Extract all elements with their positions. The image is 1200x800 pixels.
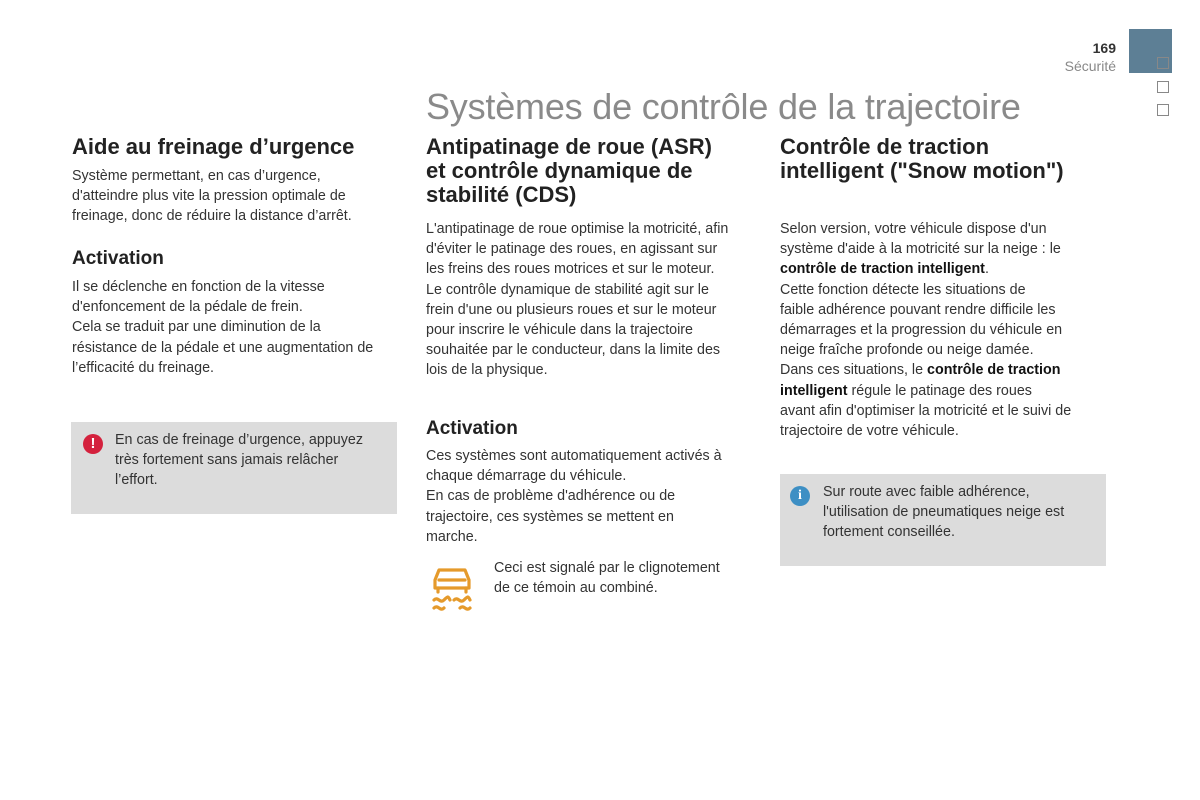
text-line: résistance de la pédale et une augmentation de [72, 339, 374, 356]
heading-activation-1: Activation [72, 248, 164, 269]
heading-line: intelligent ("Snow motion") [780, 158, 1064, 183]
heading-line: Antipatinage de roue (ASR) [426, 134, 713, 159]
text-line: d'enfoncement de la pédale de frein. [72, 299, 303, 316]
text-line: freinage, donc de réduire la distance d’arrêt. [72, 208, 352, 225]
text-line: L'antipatinage de roue optimise la motricité, afin [426, 221, 729, 237]
text-line: Ces systèmes sont automatiquement activés à [426, 448, 722, 464]
emergency-braking-intro [72, 166, 352, 227]
indicator-text [494, 558, 720, 598]
text-line: démarrages et la progression du véhicule en [780, 322, 1063, 339]
skid-car-icon [430, 564, 474, 612]
snow-motion-text [780, 219, 1071, 441]
text-line: pour inscrire le véhicule dans la trajectoire [426, 322, 694, 339]
text-line: très fortement sans jamais relâcher [115, 452, 339, 468]
section-name: Sécurité [1064, 58, 1116, 74]
text-line: avant afin d'optimiser la motricité et le suivi de [780, 402, 1072, 419]
warning-text [115, 430, 363, 490]
heading-asr-cds [426, 135, 712, 207]
text-fragment: régule le patinage des roues [847, 382, 1032, 399]
text-line: chaque démarrage du véhicule. [426, 468, 627, 485]
activation-text-1 [72, 277, 373, 378]
text-line: Le contrôle dynamique de stabilité agit sur le [426, 281, 709, 298]
text-line: souhaitée par le conducteur, dans la limite des [426, 342, 721, 359]
activation-text-2 [426, 446, 722, 547]
info-icon: i [790, 486, 810, 506]
text-line: d'éviter le patinage des roues, en agissant sur [426, 241, 718, 258]
text-line: Sur route avec faible adhérence, [823, 484, 1030, 500]
text-line [780, 381, 1071, 401]
heading-emergency-braking: Aide au freinage d’urgence [72, 134, 355, 159]
text-line: trajectoire de votre véhicule. [780, 423, 959, 440]
text-line: En cas de problème d'adhérence ou de [426, 488, 676, 505]
tab-square-1 [1157, 57, 1169, 69]
text-line: système d'aide à la motricité sur la neige : le [780, 241, 1061, 258]
text-line: Système permettant, en cas d’urgence, [72, 168, 321, 184]
heading-line: et contrôle dynamique de [426, 158, 693, 183]
text-line: faible adhérence pouvant rendre difficile les [780, 301, 1056, 318]
page-number: 169 [1092, 40, 1116, 56]
bold-term: contrôle de traction intelligent [780, 261, 985, 278]
text-line: frein d'une ou plusieurs roues et sur le moteur [426, 301, 717, 318]
text-line: d'atteindre plus vite la pression optimale de [72, 188, 346, 205]
text-line: marche. [426, 528, 478, 545]
tab-square-3 [1157, 104, 1169, 116]
heading-snow-motion [780, 135, 1064, 183]
text-line: l’efficacité du freinage. [72, 359, 214, 376]
bold-term: intelligent [780, 382, 848, 399]
text-line: Ceci est signalé par le clignotement [494, 560, 720, 576]
info-text [823, 482, 1064, 542]
text-line: Selon version, votre véhicule dispose d'un [780, 221, 1047, 237]
info-notice [780, 474, 1106, 566]
text-fragment: Dans ces situations, le [780, 362, 928, 379]
text-line: fortement conseillée. [823, 524, 955, 540]
text-line: Cette fonction détecte les situations de [780, 281, 1026, 298]
text-line: les freins des roues motrices et sur le moteur. [426, 261, 715, 278]
text-line [780, 259, 1071, 279]
bold-term: contrôle de traction [927, 362, 1061, 379]
tab-square-2 [1157, 81, 1169, 93]
text-line: trajectoire, ces systèmes se mettent en [426, 508, 674, 525]
heading-line: stabilité (CDS) [426, 182, 577, 207]
heading-activation-2: Activation [426, 418, 518, 439]
text-line: de ce témoin au combiné. [494, 580, 658, 597]
text-line [780, 360, 1071, 380]
heading-line: Contrôle de traction [780, 134, 990, 159]
text-line: lois de la physique. [426, 362, 548, 379]
text-fragment: . [984, 261, 989, 278]
warning-notice [71, 422, 397, 514]
text-line: Cela se traduit par une diminution de la [72, 319, 321, 336]
asr-cds-text [426, 219, 728, 381]
warning-icon: ! [83, 434, 103, 454]
text-line: l’effort. [115, 472, 158, 488]
page-title: Systèmes de contrôle de la trajectoire [426, 86, 1021, 127]
text-line: neige fraîche profonde ou neige damée. [780, 342, 1034, 359]
text-line: Il se déclenche en fonction de la vitesse [72, 279, 325, 295]
text-line: l'utilisation de pneumatiques neige est [823, 504, 1065, 520]
text-line: En cas de freinage d’urgence, appuyez [115, 432, 363, 448]
